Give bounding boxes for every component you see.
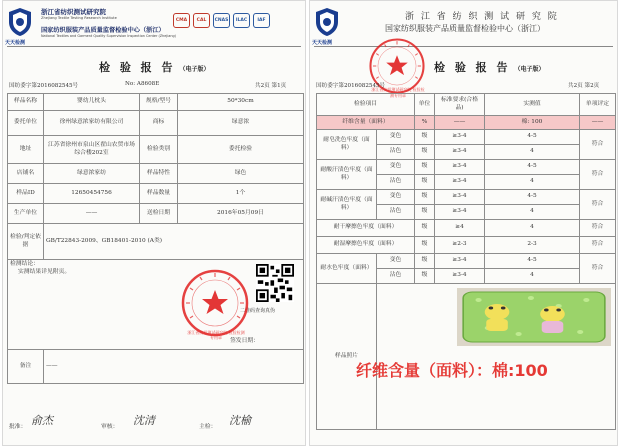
item-unit: 级 [415,254,435,269]
approve-signature: 俞杰 [31,414,53,427]
column-header: 单项评定 [580,94,616,116]
item-verdict: —— [580,116,616,130]
item-verdict: 符合 [580,160,616,190]
conclusion-label: 检测结论： [10,261,39,267]
column-header: 标准要求(合格品) [435,94,485,116]
client-value: 徐州绿意浓家纺有限公司 [44,111,140,136]
issue-date-label: 签发日期： [230,338,259,344]
page-indicator: 共2页 第2页 [568,83,600,89]
item-requirement: ≥2-3 [435,237,485,254]
center-name: 国家纺织服装产品质量监督检验中心（浙江） [385,24,545,33]
qr-code-icon [256,264,294,302]
item-unit: 级 [415,220,435,237]
ilac-badge-icon: ILAC [233,13,250,28]
review-signature: 沈清 [133,414,155,427]
item-name: 耐水色牢度（面料） [317,254,377,284]
item-value: 4 [485,145,580,160]
item-requirement: ≥3-4 [435,254,485,269]
conclusion-cell [8,260,304,350]
shop-label: 店铺名 [8,164,44,184]
brand-label: 商标 [140,111,178,136]
tiantian-logo-icon [7,7,33,37]
item-name: 纤维含量（面料） [317,116,415,130]
column-header: 单位 [415,94,435,116]
table-header-row [317,94,616,116]
table-row [317,237,616,254]
item-value: 4-5 [485,254,580,269]
item-subname: 沾色 [377,205,415,220]
inspect-type-label: 检验类别 [140,136,178,164]
item-name: 耐干摩擦色牢度（面料） [317,220,415,237]
item-value: 4 [485,175,580,190]
producer-value: —— [44,204,140,224]
fiber-content-overlay: 纤维含量（面料）：棉:100 [356,361,548,380]
tiantian-logo-icon [314,7,340,37]
shop-value: 绿意浓家纺 [44,164,140,184]
item-value: 4 [485,205,580,220]
address-value: 江苏省徐州市泉山区翟山农贸市场综合楼202室 [44,136,140,164]
pillow-photo-icon [457,288,611,346]
item-subname: 沾色 [377,175,415,190]
table-row [317,160,616,175]
item-name: 耐皂洗色牢度（面料） [317,130,377,160]
conclusion-value: 实测结果详见附页。 [18,268,71,275]
item-value: 4 [485,220,580,237]
item-unit: 级 [415,190,435,205]
item-unit: % [415,116,435,130]
seal-text: 浙江省纺织测试研究院 检验检测专用章 [187,330,245,341]
official-seal-icon [180,268,250,338]
item-requirement: ≥3-4 [435,130,485,145]
item-value: 4-5 [485,130,580,145]
item-verdict: 符合 [580,254,616,284]
item-subname: 沾色 [377,145,415,160]
item-requirement: ≥3-4 [435,190,485,205]
sample-name-value: 婴幼儿枕头 [44,94,140,111]
sample-name-label: 样品名称 [8,94,44,111]
basis-value: GB/T22843-2009、GB18401-2010 (A类) [44,224,304,260]
report-title: 检 验 报 告 （电子版） [99,61,210,74]
report-header-2 [310,1,617,57]
logo-caption: 天天检测 [5,40,26,46]
address-label: 地址 [8,136,44,164]
remarks-value: —— [44,350,304,384]
item-name: 耐湿摩擦色牢度（面料） [317,237,415,254]
report-info-table [7,93,304,384]
institute-name: 浙 江 省 纺 织 测 试 研 究 院 [405,12,559,22]
item-unit: 级 [415,175,435,190]
sample-id-label: 样品ID [8,184,44,204]
item-requirement: —— [435,116,485,130]
remarks-label: 备注 [8,350,44,384]
header-divider [7,46,301,47]
header-divider [314,46,613,47]
item-unit: 级 [415,130,435,145]
table-row [317,220,616,237]
item-subname: 沾色 [377,269,415,284]
report-title: 检 验 报 告 （电子版） [434,61,545,74]
send-date-value: 2016年05月09日 [178,204,304,224]
logo-caption: 天天检测 [312,40,333,46]
producer-label: 生产单位 [8,204,44,224]
table-row-photo [317,284,616,430]
table-row [317,190,616,205]
center-name: 国家纺织服装产品质量监督检验中心（浙江） [41,27,165,34]
item-verdict: 符合 [580,130,616,160]
spec-value: 50*30cm [178,94,304,111]
report-number: 国纺委字第2016082545号 [9,83,79,89]
sample-qty-label: 样品数量 [140,184,178,204]
spec-label: 规格/型号 [140,94,178,111]
main-inspector-label: 主检： [199,424,217,430]
item-requirement: ≥3-4 [435,160,485,175]
item-unit: 级 [415,205,435,220]
item-unit: 级 [415,145,435,160]
sample-photo-cell [377,284,616,430]
table-row-fiber-content [317,116,616,130]
item-verdict: 符合 [580,237,616,254]
item-requirement: ≥3-4 [435,145,485,160]
item-value: 2-3 [485,237,580,254]
item-subname: 变色 [377,130,415,145]
column-header: 检验项目 [317,94,415,116]
main-inspector-signature: 沈榆 [229,414,251,427]
cnas-badge-icon: CNAS [213,13,230,28]
inspect-type-value: 委托检验 [178,136,304,164]
item-value: 4-5 [485,190,580,205]
report-header [3,1,305,57]
item-subname: 变色 [377,254,415,269]
item-value: 棉: 100 [485,116,580,130]
review-label: 审核： [101,424,119,430]
item-verdict: 符合 [580,220,616,237]
item-unit: 级 [415,269,435,284]
item-value: 4-5 [485,160,580,175]
item-unit: 级 [415,237,435,254]
client-label: 委托单位 [8,111,44,136]
send-date-label: 送检日期 [140,204,178,224]
center-name-en: National Textiles and Garment Quality Supervision Inspection Center (Zhejiang) [41,34,176,38]
basis-label: 检验/判定依据 [8,224,44,260]
item-name: 耐碱汗渍色牢度（面料） [317,190,377,220]
approve-label: 批准： [9,424,27,430]
item-requirement: ≥4 [435,220,485,237]
qr-caption: 二维码查询真伪 [240,308,276,314]
report-code: No: A8608E [125,81,160,87]
sample-qty-value: 1个 [178,184,304,204]
report-number: 国纺委字第2016082545号 [316,83,386,89]
item-unit: 级 [415,160,435,175]
item-verdict: 符合 [580,190,616,220]
item-requirement: ≥3-4 [435,269,485,284]
sample-id-value: 12650454756 [44,184,140,204]
table-row [317,254,616,269]
item-name: 耐酸汗渍色牢度（面料） [317,160,377,190]
accreditation-badges [173,13,270,28]
photo-label: 样品照片 [317,284,377,430]
item-requirement: ≥3-4 [435,205,485,220]
page-indicator: 共2页 第1页 [255,83,287,89]
institute-name-en: Zhejiang Textile Testing Research Institute [41,16,117,20]
item-subname: 变色 [377,190,415,205]
cal-badge-icon: CAL [193,13,210,28]
institute-name: 浙江省纺织测试研究院 [41,8,106,16]
sample-char-label: 样品特性 [140,164,178,184]
cma-badge-icon: CMA [173,13,190,28]
item-value: 4 [485,269,580,284]
item-subname: 变色 [377,160,415,175]
report-page-1 [2,0,306,446]
seal-text: 浙江省纺织测试研究院 检验检测专用章 [371,87,425,98]
brand-value: 绿意浓 [178,111,304,136]
item-requirement: ≥3-4 [435,175,485,190]
column-header: 实测值 [485,94,580,116]
table-row [317,130,616,145]
sample-char-value: 绿色 [178,164,304,184]
iaf-badge-icon: IAF [253,13,270,28]
